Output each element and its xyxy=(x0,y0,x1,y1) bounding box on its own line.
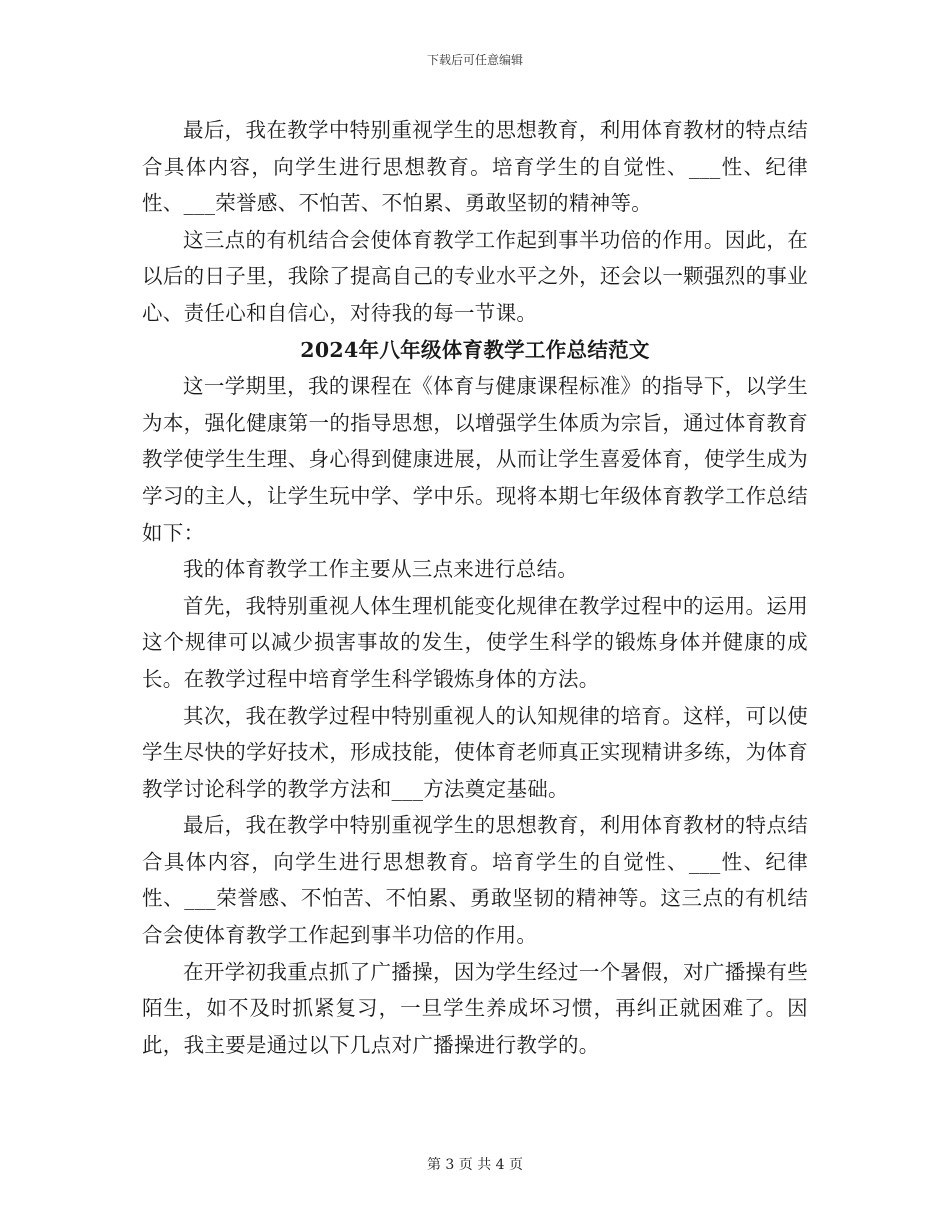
page-number: 第 3 页 共 4 页 xyxy=(426,1157,524,1173)
paragraph: 这三点的有机结合会使体育教学工作起到事半功倍的作用。因此，在以后的日子里，我除了提高自己的专业水平之外，还会以一颗强烈的事业心、责任心和自信心，对待我的每一节课。 xyxy=(142,227,808,325)
section-title: 2024年八年级体育教学工作总结范文 xyxy=(300,337,650,362)
paragraph: 最后，我在教学中特别重视学生的思想教育，利用体育教材的特点结合具体内容，向学生进行思想教育。培育学生的自觉性、___性、纪律性、___荣誉感、不怕苦、不怕累、勇敢坚韧的精神等。 xyxy=(142,118,808,216)
document-body xyxy=(142,112,808,1063)
paragraph: 我的体育教学工作主要从三点来进行总结。 xyxy=(183,557,579,582)
paragraph: 在开学初我重点抓了广播操，因为学生经过一个暑假，对广播操有些陌生，如不及时抓紧复习，一旦学生养成坏习惯，再纠正就困难了。因此，我主要是通过以下几点对广播操进行教学的。 xyxy=(142,959,808,1057)
page-header: 下载后可任意编辑 xyxy=(426,53,523,67)
paragraph: 首先，我特别重视人体生理机能变化规律在教学过程中的运用。运用这个规律可以减少损害事故的发生，使学生科学的锻炼身体并健康的成长。在教学过程中培育学生科学锻炼身体的方法。 xyxy=(142,593,808,691)
paragraph: 最后，我在教学中特别重视学生的思想教育，利用体育教材的特点结合具体内容，向学生进行思想教育。培育学生的自觉性、___性、纪律性、___荣誉感、不怕苦、不怕累、勇敢坚韧的精神等。这三点的有机结合会使体育教学工作起到事半功倍的作用。 xyxy=(142,813,808,948)
paragraph: 其次，我在教学过程中特别重视人的认知规律的培育。这样，可以使学生尽快的学好技术，形成技能，使体育老师真正实现精讲多练，为体育教学讨论科学的教学方法和___方法奠定基础。 xyxy=(142,703,808,801)
paragraph: 这一学期里，我的课程在《体育与健康课程标准》的指导下，以学生为本，强化健康第一的指导思想，以增强学生体质为宗旨，通过体育教育教学使学生生理、身心得到健康进展，从而让学生喜爱体育，使学生成为学习的主人，让学生玩中学、学中乐。现将本期七年级体育教学工作总结如下： xyxy=(142,374,808,545)
